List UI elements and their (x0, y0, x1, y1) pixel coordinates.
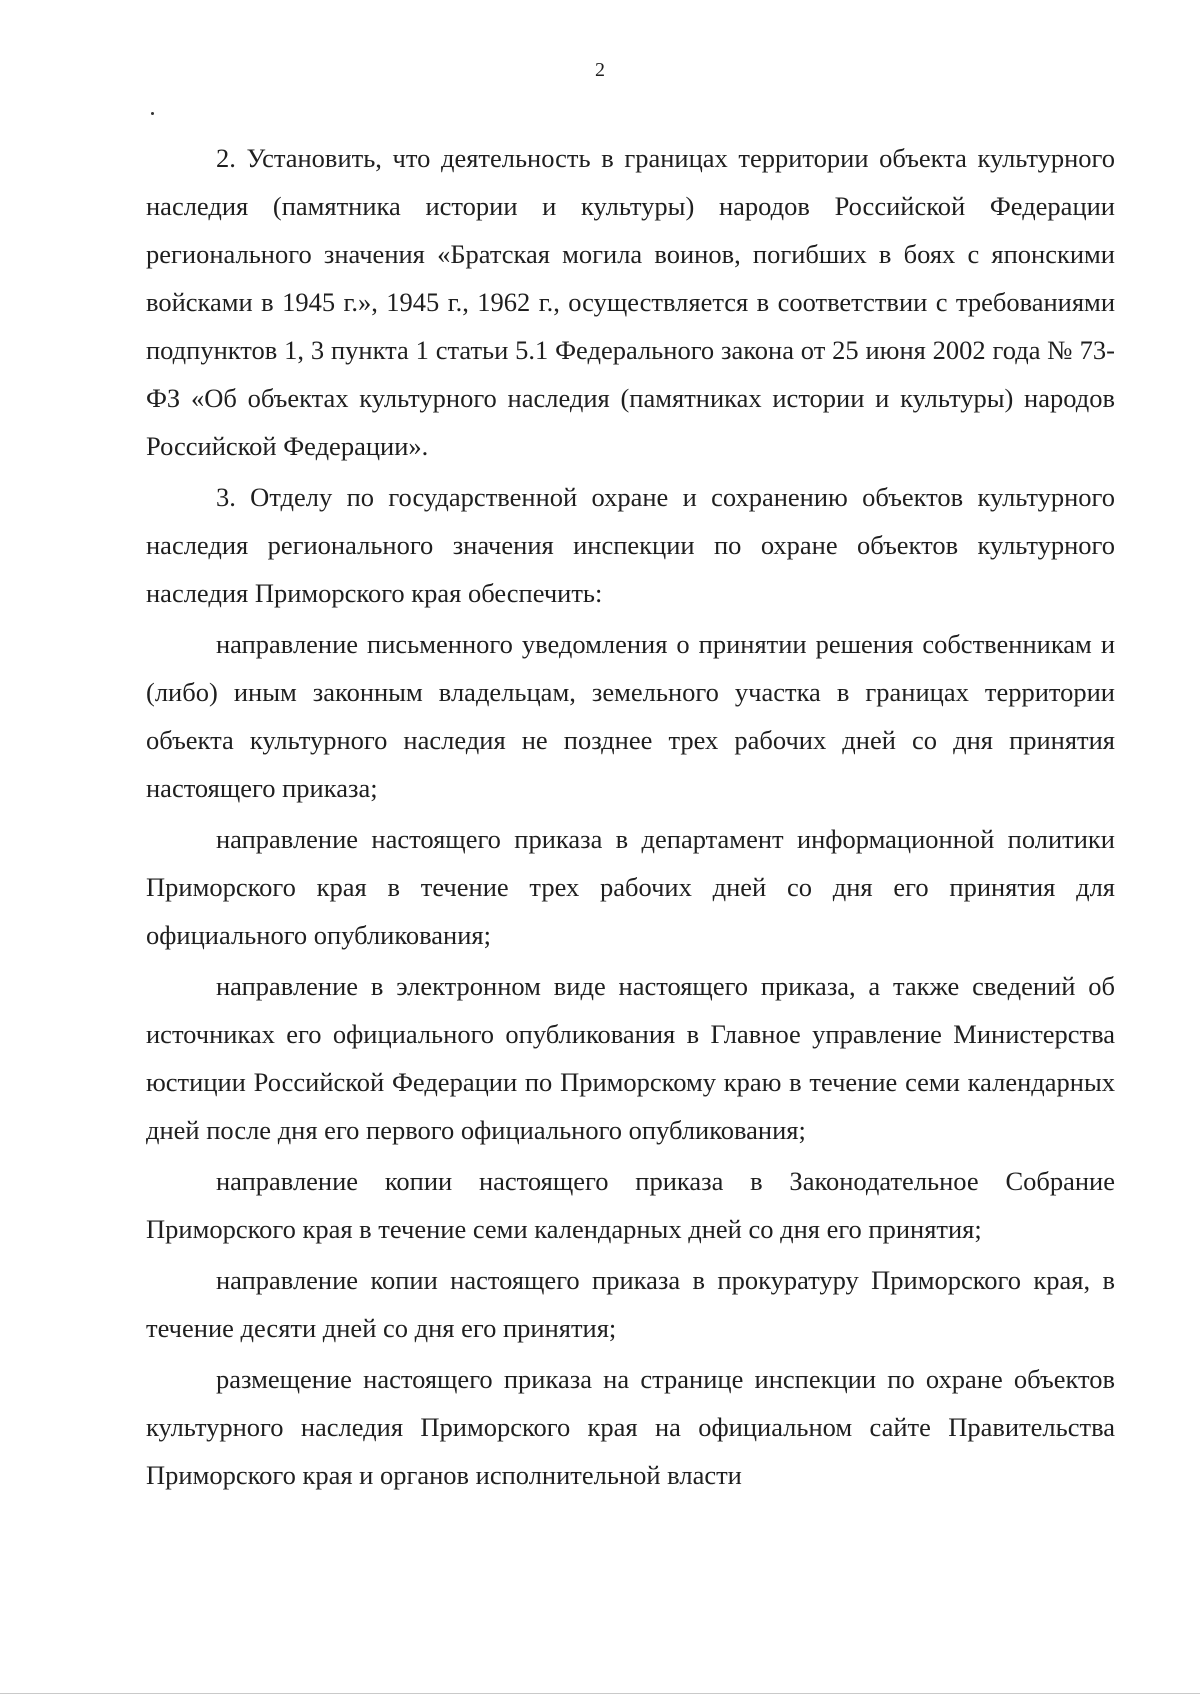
paragraph-item-3: 3. Отделу по государственной охране и сохранению объектов культурного наследия регионального значения инспекции по охране объектов культурного наследия Приморского края обеспечить: (146, 482, 1115, 608)
paragraph-website: размещение настоящего приказа на странице инспекции по охране объектов культурного наследия Приморского края на официальном сайте Правительства Приморского края и органов исполнительной власти (146, 1364, 1115, 1490)
page-number: 2 (595, 59, 605, 81)
paragraph-notice-owners: направление письменного уведомления о принятии решения собственникам и (либо) иным законным владельцам, земельного участка в границах территории объекта культурного наследия не позднее трех рабочих дней со дня принятия настоящего приказа; (146, 629, 1115, 803)
paragraph-ministry-justice: направление в электронном виде настоящего приказа, а также сведений об источниках его официального опубликования в Главное управление Министерства юстиции Российской Федерации по Приморскому краю в течение семи календарных дней после дня его первого официального опубликования; (146, 971, 1115, 1145)
scan-bottom-edge (0, 1693, 1200, 1694)
paragraph-prosecutor: направление копии настоящего приказа в прокуратуру Приморского края, в течение десяти дней со дня его принятия; (146, 1265, 1115, 1343)
scan-mark (151, 112, 154, 115)
document-body (146, 134, 1115, 1502)
paragraph-legislative-assembly: направление копии настоящего приказа в Законодательное Собрание Приморского края в течение семи календарных дней со дня его принятия; (146, 1166, 1115, 1244)
paragraph-item-2: 2. Установить, что деятельность в границах территории объекта культурного наследия (памятника истории и культуры) народов Российской Федерации регионального значения «Братская могила воинов, погибших в боях с японскими войсками в 1945 г.», 1945 г., 1962 г., осуществляется в соответствии с требованиями подпунктов 1, 3 пункта 1 статьи 5.1 Федерального закона от 25 июня 2002 года № 73-ФЗ «Об объектах культурного наследия (памятниках истории и культуры) народов Российской Федерации». (146, 143, 1115, 461)
paragraph-info-policy: направление настоящего приказа в департамент информационной политики Приморского края в течение трех рабочих дней со дня его принятия для официального опубликования; (146, 824, 1115, 950)
